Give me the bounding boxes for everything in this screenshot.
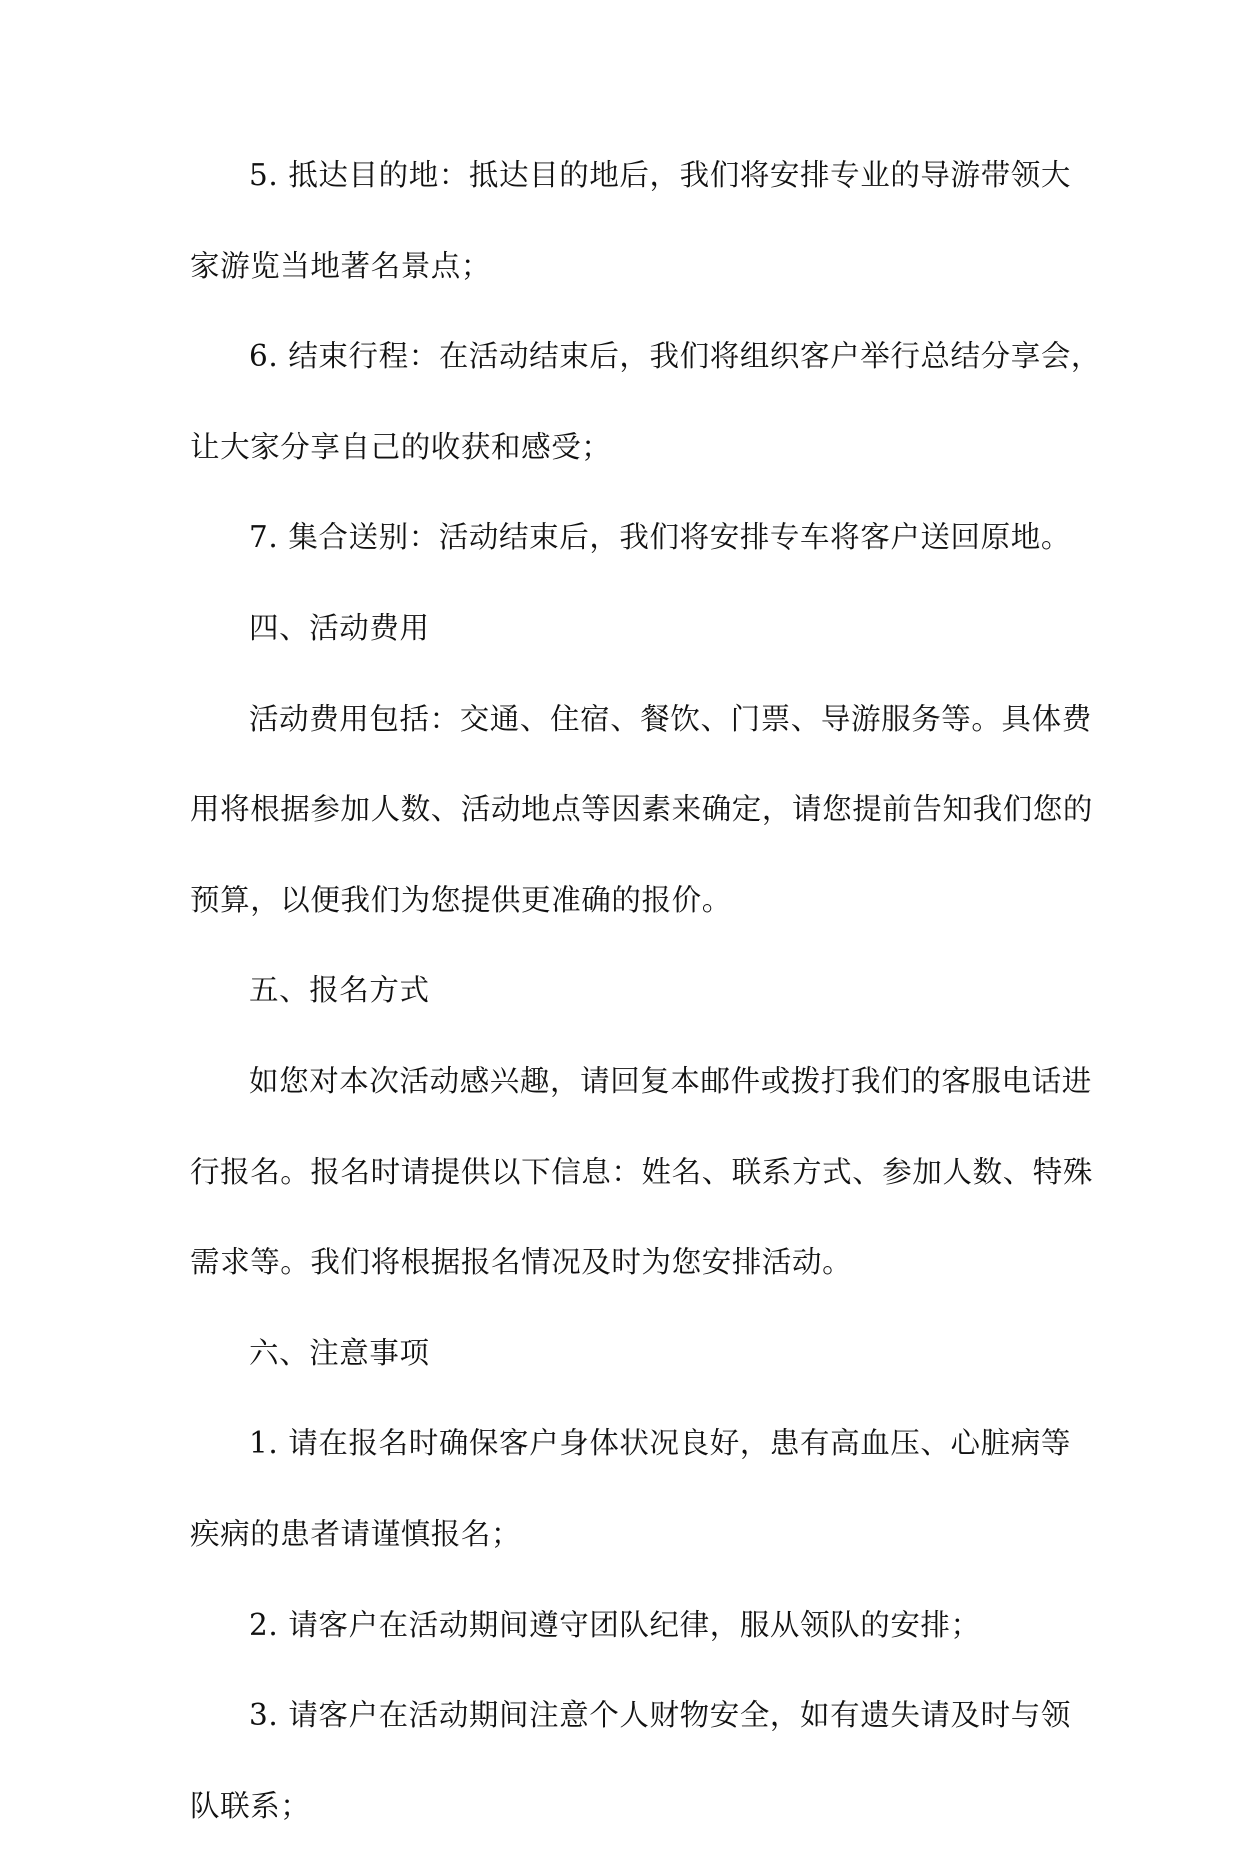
section-heading: 六、注意事项 bbox=[249, 1335, 430, 1370]
document-body bbox=[190, 140, 1102, 1861]
text-line: 3. 请客户在活动期间注意个人财物安全，如有遗失请及时与领 bbox=[249, 1698, 1071, 1733]
text-line: 6. 结束行程：在活动结束后，我们将组织客户举行总结分享会， bbox=[249, 339, 1102, 374]
text-line: 需求等。我们将根据报名情况及时为您安排活动。 bbox=[190, 1245, 853, 1280]
text-line: 7. 集合送别：活动结束后，我们将安排专车将客户送回原地。 bbox=[249, 520, 1071, 555]
text-line: 1. 请在报名时确保客户身体状况良好，患有高血压、心脏病等 bbox=[249, 1426, 1071, 1461]
text-line: 疾病的患者请谨慎报名； bbox=[190, 1516, 522, 1551]
section-heading: 四、活动费用 bbox=[249, 610, 430, 645]
text-line: 活动费用包括：交通、住宿、餐饮、门票、导游服务等。具体费 bbox=[249, 701, 1092, 736]
text-line: 行报名。报名时请提供以下信息：姓名、联系方式、参加人数、特殊 bbox=[190, 1154, 1094, 1189]
text-line: 2. 请客户在活动期间遵守团队纪律，服从领队的安排； bbox=[249, 1607, 981, 1642]
text-line: 用将根据参加人数、活动地点等因素来确定，请您提前告知我们您的 bbox=[190, 792, 1094, 827]
section-heading: 五、报名方式 bbox=[249, 973, 430, 1008]
text-line: 5. 抵达目的地：抵达目的地后，我们将安排专业的导游带领大 bbox=[249, 158, 1071, 192]
text-line: 如您对本次活动感兴趣，请回复本邮件或拨打我们的客服电话进 bbox=[249, 1063, 1092, 1098]
text-line: 队联系； bbox=[190, 1788, 311, 1823]
text-line: 让大家分享自己的收获和感受； bbox=[190, 429, 612, 464]
text-line: 预算，以便我们为您提供更准确的报价。 bbox=[190, 882, 732, 917]
text-line: 家游览当地著名景点； bbox=[190, 248, 492, 283]
